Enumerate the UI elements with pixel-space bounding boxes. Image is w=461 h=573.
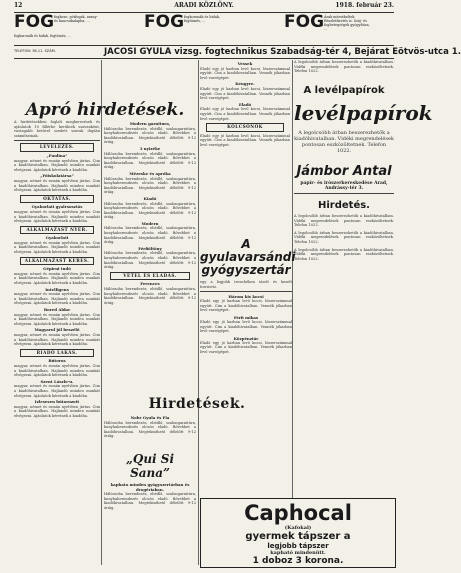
ad-heading: Ferences [140,281,160,287]
column-divider [101,60,102,565]
ad-text: Eladó egy jó karban levő kocsi, lószerszámmal együtt. Cim a kiadóhivatalban. Vennék jókarban levő varrógépet. [200,86,290,101]
jambor-sub: papír- és irószerkereskedése Arad, Andrássy-tér 3. [300,181,388,191]
ad-text: Hálószoba berendezés, ebédlő, szalongarnitúra, konyhaberendezés olcsón eladó. Bővebbet a kiadóhivatalban. Megtekinthető délelőtt 9-12 óráig. [104,201,196,220]
ad-heading: Magyarul jól beszélő [34,327,80,333]
section-box-kolcsonok: KÖLCSÖNÖK [206,123,284,132]
ad-heading: Férfi mikas [233,314,259,320]
issue-date: 1918. február 23. [335,2,394,9]
ad-heading: 3 nyizéke [139,145,161,151]
caphocal-line3: kapható mindenütt. [270,550,326,556]
hirdetes-heading: Hirdetés. [318,200,370,211]
ad-heading: Vessek [237,61,253,66]
column-divider [198,60,199,565]
gyulavarsand-ad [200,237,296,355]
caphocal-title: Caphocal [244,501,352,525]
ad-heading: Gyakorlati [45,235,69,241]
ad-text: A legolcsóbb árban beszerezhetők a kiadóhivatalban. Vidéki megrendelések pontosan eszközöltetnek. Telefon 1022. [294,214,394,228]
ad-text: Hálószoba berendezés, ebédlő, szalongarnitúra, konyhaberendezés olcsón eladó. Bővebbet a kiadóhivatalban. Megtekinthető délelőtt 9-12 óráig. [104,287,196,305]
ad-text: A legolcsóbb árban beszerezhetők a kiadóhivatalban. Vidéki megrendelések pontosan eszközöltetnek. Telefon 1022. [294,230,394,244]
column-divider [292,60,293,565]
dental-ad-description: fogkoronák és hidak, fogtömés, ... [14,34,71,38]
page-number: 12 [14,2,23,9]
ad-text: magyar, német és román nyelvben jártas. Cim a kiadóhivatalban. Hajlandó minden munkát elvégezni. Ajánlatok kéretnek a kiadóba. [14,292,100,306]
jacosi-phone: TELEFON: 36-11. SZÁM. [14,49,56,53]
ad-text: Hálószoba berendezés, ebédlő, szalongarnitúra, konyhaberendezés olcsón eladó. Bővebbet a kiadóhivatalban. Megtekinthető délelőtt 9-12 óráig. [104,492,196,510]
fog-text-3: Árak mérsékeltek. Részletfizetés is. Száj- és fogbetegségek gyógyítása, ... [324,15,370,31]
section-box-levelezes: LEVELEZÉS. [20,143,94,152]
ad-text: Eladó egy jó karban levő kocsi, lószerszámmal együtt. Cim a kiadóhivatalban. Vennék jókarban levő varrógépet. [200,299,292,313]
caphocal-sub: (Kafokal) [284,525,312,531]
ad-text: magyar, német és román nyelvben jártas. Cim a kiadóhivatalban. Hajlandó minden munkát elvégezni. Ajánlatok kéretnek a kiadóba. [14,209,100,224]
ad-heading: Közpénztár [233,335,259,341]
caphocal-line4: 1 doboz 3 korona. [252,556,344,566]
ad-text: magyar, német és román nyelvben jártas. Cim a kiadóhivatalban. Hajlandó minden munkát elvégezni. Ajánlatok kéretnek a kiadóba. [14,271,100,286]
caphocal-line2: legjobb tápszer [267,542,329,550]
divider [294,193,394,194]
ad-text: magyar, német és román nyelvben jártas. Cim a kiadóhivatalban. Hajlandó minden munkát elvégezni. Ajánlatok kéretnek a kiadóba. [14,158,100,172]
levelpapir-big: levélpapírok [294,101,433,125]
ad-heading: Kengyre. [235,81,255,87]
ad-heading: Izlesesen bútorozott [34,399,80,405]
qui-si-sana-ad [104,452,196,510]
section-box-alkalmazast-keres: ALKALMAZAST KERES. [20,257,94,266]
ad-heading: Modern [141,220,159,226]
ad-heading: Modern garnitura, [129,121,171,126]
ad-text: Hálószoba berendezés, ebédlő, szalongarnitúra, konyhaberendezés olcsón eladó. Bővebbet a kiadóhivatalban. Megtekinthető délelőtt 9-12 óráig. [104,151,196,170]
ad-heading: Nobr Gyula és Fia [130,415,170,420]
ad-text: Hálószoba berendezés, ebédlő, szalongarnitúra, konyhaberendezés olcsón eladó. Bővebbet a kiadóhivatalban. Megtekinthető délelőtt 9-12 óráig. [104,251,196,270]
classifieds-intro: A hirdetésekben foglalt megkeresések és ajánlatok 10 fillérbe kerülnek szavanként, vastagabb betűvel szedett szavak duplán számíttatnak. [14,120,100,138]
qui-si-sana-title: „Qui Si Sana” [125,452,175,480]
fog-word-1: FOG [14,12,55,32]
jacosi-name: JACOSI GYULA vizsg. fogtechnikus Szabadság-tér 4, Bejárat Eötvös-utca 1. [104,47,461,57]
ad-heading: Szent Lászlo-u. [40,378,74,384]
ad-heading: „Főiskolatársa” [40,173,74,179]
ad-text: magyar, német és román nyelvben jártas. Cim a kiadóhivatalban. Hajlandó minden munkát elvégezni. Ajánlatok kéretnek a kiadóba. [14,363,100,378]
column-2-lower [104,414,196,450]
levelpapir-ad [294,85,433,261]
section-box-oktatas: OKTATÁS. [20,195,94,204]
column-4 [294,60,394,85]
ad-heading: Intelligens [45,286,69,292]
classifieds-title: Apró hirdetések. [25,100,185,120]
ad-text: Eladó egy jó karban levő kocsi, lószerszámmal együtt. Cim a kiadóhivatalban. Vennék jókarban levő varrógépet. [200,107,290,121]
newspaper-title: ARADI KÖZLÖNY. [174,2,234,9]
hirdetesek-title: Hirdetések. [148,396,246,412]
fog-ad-banner [14,13,394,33]
ad-text: Hálószoba berendezés, ebédlő, szalongarnitúra, konyhaberendezés olcsón eladó. Bővebbet a kiadóhivatalban. Megtekinthető délelőtt 9-12 óráig. [104,126,196,145]
ad-text: Eladó egy jó karban levő kocsi, lószerszámmal együtt. Cim a kiadóhivatalban. Vennék jókarban levő varrógépet. [200,319,292,334]
ad-text: magyar, német és román nyelvben jártas. Cim a kiadóhivatalban. Hajlandó minden munkát elvégezni. Ajánlatok kéretnek a kiadóba. [14,240,100,255]
ad-heading: Kiadó [143,195,157,201]
qui-si-sana-sub: kaphato minden gyógyszertárban és drogériaban. [110,482,190,492]
ad-text: Eladó egy jó karban levő kocsi, lószerszámmal együtt. Cim a kiadóhivatalban. Vennék jókarban levő varrógépet. [200,133,290,147]
ad-heading: Gépírni tudó [43,266,71,272]
ad-heading: Három kis kocsi [228,294,264,300]
ad-text: magyar, német és román nyelvben jártas. Cim a kiadóhivatalban. Hajlandó minden munkát elvégezni. Ajánlatok kéretnek a kiadóba. [14,404,100,418]
ad-text: magyar, német és román nyelvben jártas. Cim a kiadóhivatalban. Hajlandó minden munkát elvégezni. Ajánlatok kéretnek a kiadóba. [14,332,100,347]
fog-text-1: fogkeze, pótfogak, arany- és kaucsukalapba, ... [54,15,98,23]
ad-heading: Gyakorlati gyalrsosztás [31,204,83,210]
caphocal-ad [200,498,396,568]
ad-text: magyar, német és román nyelvben jártas. Cim a kiadóhivatalban. Hajlandó minden munkát elvégezni. Ajánlatok kéretnek a kiadóba. [14,178,100,193]
ad-heading: Bútoros [48,358,66,364]
divider [200,291,292,292]
ad-heading: Mézeske és apróka [129,170,171,176]
ad-text: Hálószoba berendezés, ebédlő, szalongarnitúra, konyhaberendezés olcsón eladó. Bővebbet a kiadóhivatalban. Megtekinthető délelőtt 9-12 óráig. [104,176,196,195]
ad-text: magyar, német és román nyelvben jártas. Cim a kiadóhivatalban. Hajlandó minden munkát elvégezni. Ajánlatok kéretnek a kiadóba. [14,312,100,326]
fog-text-2: fogkoronák és hidak, fogtömés, ... [184,15,220,23]
levelpapir-title: A levélpapírok [303,85,385,96]
caphocal-line1: gyermek tápszer a [245,531,351,542]
gyulavarsand-title: A gyulavarsándi gyógyszertár [200,237,296,277]
ad-text: magyar, német és román nyelvben jártas. Cim a kiadóhivatalban. Hajlandó minden munkát elvégezni. Ajánlatok kéretnek a kiadóba. [14,384,100,398]
ad-heading: „Paulina” [46,152,68,158]
jacosi-ad [14,45,461,59]
ad-text: A legolcsóbb árban beszerezhetők a kiadóhivatalban. Vidéki megrendelések pontosan eszközöltetnek. Telefon 1022. [294,60,394,74]
ad-heading: Bored Aldar [43,307,71,312]
gyulavarsand-sub: egy a legjobb trenchéken tárolt és kezelt forrásvíz. [200,280,292,289]
ad-text: Hálószoba berendezés, ebédlő, szalongarnitúra, konyhaberendezés olcsón eladó. Bővebbet a kiadóhivatalban. Megtekinthető délelőtt 9-12 óráig. [104,420,196,439]
ad-text: A legolcsóbb árban beszerezhetők a kiadóhivatalban. Vidéki megrendelések pontosan eszközöltetnek. Telefon 1022. [294,247,394,261]
section-box-alkalmazast-nyer: ALKALMAZAST NYER. [20,226,94,235]
ad-heading: Eladó [238,101,252,107]
column-2 [104,120,196,392]
section-box-kiado-lakas: RIADÓ LAKÁS. [20,349,94,358]
page-header [14,2,394,13]
fog-word-2: FOG [144,12,185,32]
ad-text: Eladó egy jó karban levő kocsi, lószerszámmal együtt. Cim a kiadóhivatalban. Vennék jókarban levő varrógépet. [200,340,292,354]
section-box-vetel-eladas: VÉTEL ÉS ELADÁS. [110,272,190,281]
divider [14,140,100,141]
ad-text: Hálószoba berendezés, ebédlő, szalongarnitúra, konyhaberendezés olcsón eladó. Bővebbet a kiadóhivatalban. Megtekinthető délelőtt 9-12 óráig. [104,226,196,245]
levelpapir-sub: A legolcsóbb árban beszerezhetők a kiadóhivatalban. Vidéki megrendelések pontosan eszközöltetnek. Telefon 1022. [294,130,394,154]
ad-text: Eladó egy jó karban levő kocsi, lószerszámmal együtt. Cim a kiadóhivatalban. Vennék jókarban levő varrógépet. [200,66,290,80]
column-1 [14,120,100,565]
column-3 [200,60,290,236]
jambor-name: Jámbor Antal [296,164,392,179]
ad-heading: Férfiöltöny [138,245,162,251]
fog-word-3: FOG [284,12,325,32]
